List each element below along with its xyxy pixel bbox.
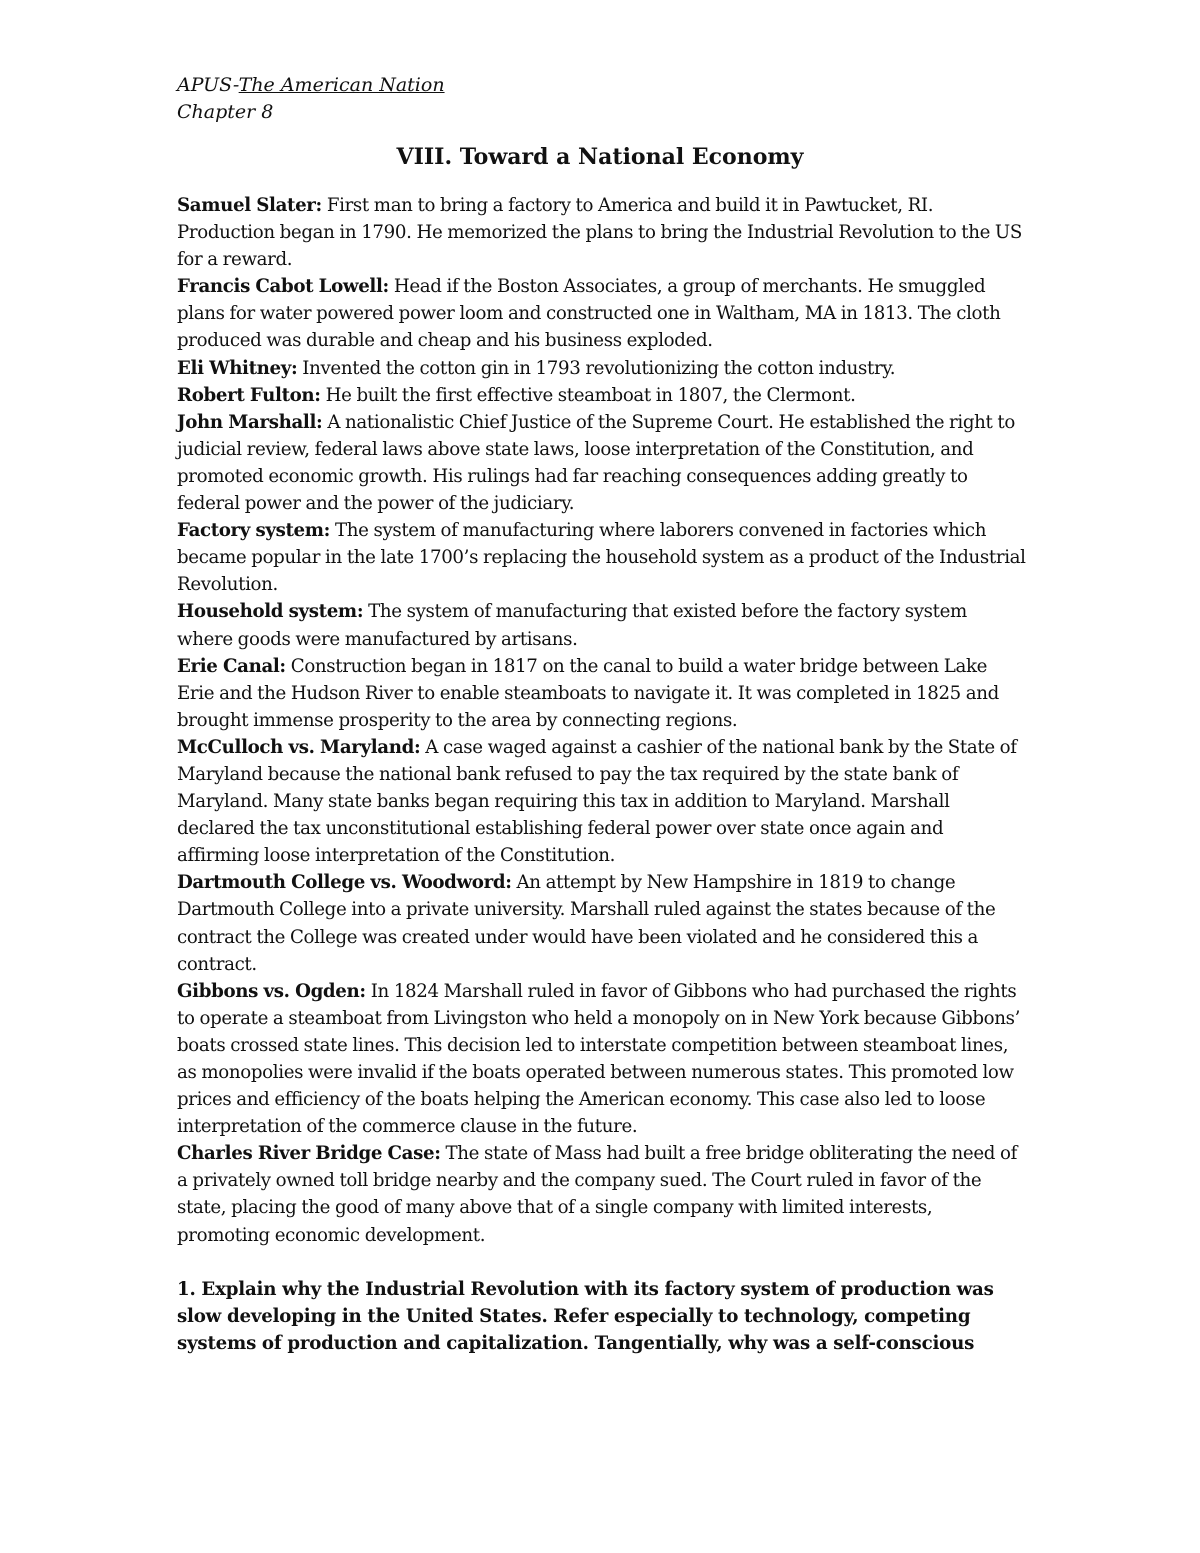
- entry-term: Charles River Bridge Case:: [177, 1143, 441, 1165]
- entry-definition: First man to bring a factory to America and build it in Pawtucket, RI. Production began in 1790. He memorized the plans to bring the Industrial Revolution to the US for a reward.: [177, 195, 1023, 271]
- entry-definition: An attempt by New Hampshire in 1819 to change Dartmouth College into a private university. Marshall ruled against the states because of the contract the College was created under would have been violated and he considered this a contract.: [177, 872, 996, 975]
- glossary-entry: [177, 355, 1027, 382]
- entry-definition: The system of manufacturing where laborers convened in factories which became popular in the late 1700’s replacing the household system as a product of the Industrial Revolution.: [177, 520, 1026, 596]
- entry-term: Household system:: [177, 601, 364, 623]
- entry-definition: In 1824 Marshall ruled in favor of Gibbons who had purchased the rights to operate a steamboat from Livingston who held a monopoly on in New York because Gibbons’ boats crossed state lines. This decision led to interstate competition between steamboat lines, as monopolies were invalid if the boats operated between numerous states. This promoted low prices and efficiency of the boats helping the American economy. This case also led to loose interpretation of the commerce clause in the future.: [177, 980, 1021, 1138]
- page-title: VIII. Toward a National Economy: [396, 144, 804, 170]
- entry-term: Robert Fulton:: [177, 384, 321, 406]
- glossary-entry: [177, 517, 1027, 598]
- entry-definition: The system of manufacturing that existed before the factory system where goods were manufactured by artisans.: [177, 601, 967, 650]
- course-header: [177, 72, 1027, 99]
- course-title: The American Nation: [238, 74, 445, 96]
- chapter-label: Chapter 8: [177, 101, 274, 123]
- entry-term: Francis Cabot Lowell:: [177, 276, 389, 298]
- glossary-entry: [177, 653, 1027, 734]
- entry-term: John Marshall:: [177, 411, 323, 433]
- entry-definition: Construction began in 1817 on the canal to build a water bridge between Lake Erie and the Hudson River to enable steamboats to navigate it. It was completed in 1825 and brought immense prosperity to the area by connecting regions.: [177, 655, 999, 731]
- entry-definition: Head if the Boston Associates, a group of merchants. He smuggled plans for water powered power loom and constructed one in Waltham, MA in 1813. The cloth produced was durable and cheap and his business exploded.: [177, 276, 1001, 352]
- entry-term: Dartmouth College vs. Woodword:: [177, 872, 512, 894]
- glossary-entry: [177, 1140, 1027, 1248]
- document-page: [177, 72, 1027, 1357]
- entry-term: Samuel Slater:: [177, 195, 322, 216]
- entry-definition: A nationalistic Chief Justice of the Supreme Court. He established the right to judicial review, federal laws above state laws, loose interpretation of the Constitution, and promoted economic growth. His rulings had far reaching consequences adding greatly to federal power and the power of the judiciary.: [177, 411, 1015, 515]
- glossary-entry: [177, 734, 1027, 869]
- glossary-entry: [177, 192, 1027, 273]
- essay-question: 1. Explain why the Industrial Revolution with its factory system of production was slow developing in the United States. Refer especially to technology, competing systems of production and capitalization. Tangentially, why was a self-conscious: [177, 1278, 994, 1354]
- entry-definition: A case waged against a cashier of the national bank by the State of Maryland because the national bank refused to pay the tax required by the state bank of Maryland. Many state banks began requiring this tax in addition to Maryland. Marshall declared the tax unconstitutional establishing federal power over state once again and affirming loose interpretation of the Constitution.: [177, 736, 1017, 867]
- entry-term: Factory system:: [177, 520, 331, 542]
- glossary-entry: [177, 978, 1027, 1141]
- entry-term: Gibbons vs. Ogden:: [177, 980, 366, 1002]
- glossary-entry: [177, 869, 1027, 977]
- entry-term: Erie Canal:: [177, 655, 286, 677]
- course-prefix: APUS-: [177, 74, 239, 96]
- glossary-entry: [177, 409, 1027, 517]
- glossary-entry: [177, 598, 1027, 652]
- glossary-entries: [177, 192, 1027, 1249]
- entry-term: McCulloch vs. Maryland:: [177, 736, 421, 758]
- glossary-entry: [177, 273, 1027, 354]
- glossary-entry: [177, 382, 1027, 409]
- entry-definition: The state of Mass had built a free bridge obliterating the need of a privately owned toll bridge nearby and the company sued. The Court ruled in favor of the state, placing the good of many above that of a single company with limited interests, promoting economic development.: [177, 1143, 1017, 1246]
- entry-definition: Invented the cotton gin in 1793 revolutionizing the cotton industry.: [302, 357, 896, 379]
- entry-definition: He built the first effective steamboat in 1807, the Clermont.: [325, 384, 856, 406]
- entry-term: Eli Whitney:: [177, 357, 298, 379]
